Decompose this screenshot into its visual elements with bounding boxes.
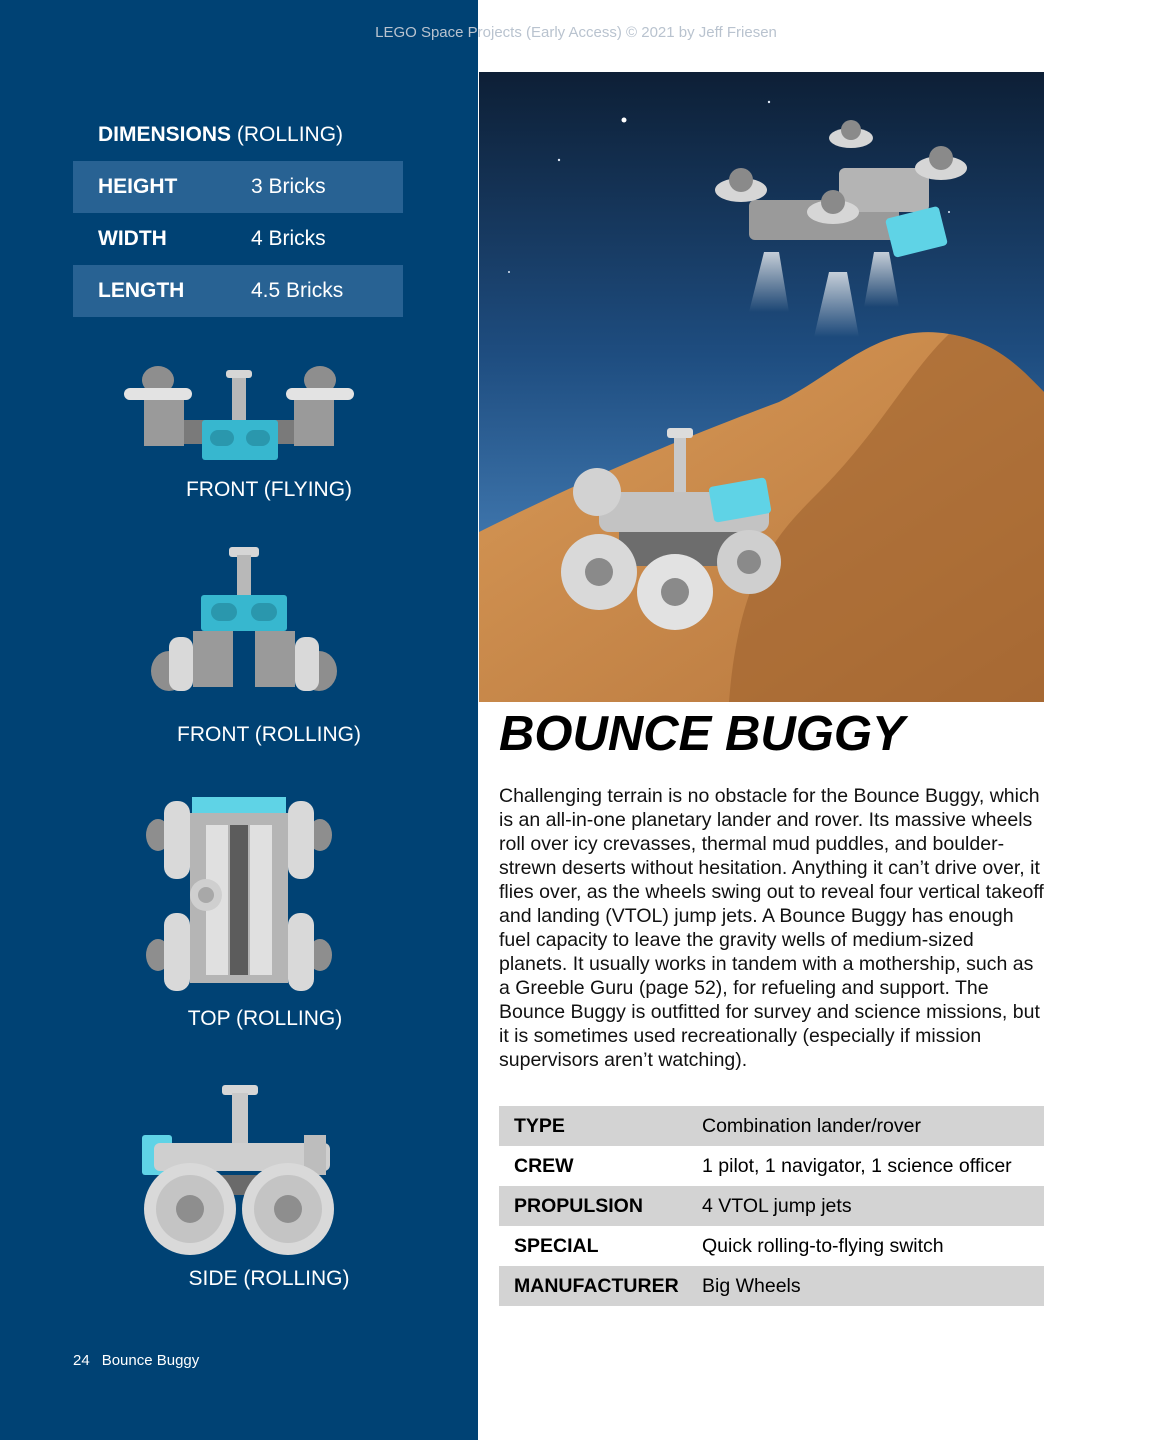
dimension-value: 3 Bricks xyxy=(251,175,326,198)
view-side-rolling xyxy=(0,1083,478,1298)
front-rolling-model-image xyxy=(139,545,339,695)
hero-photo-scene xyxy=(479,72,1044,702)
copyright-header: LEGO Space Projects (Early Access) © 2021 by Jeff Friesen xyxy=(375,24,777,41)
dimension-label: LENGTH xyxy=(98,279,185,302)
specs-table xyxy=(499,1106,1044,1306)
spec-value: Combination lander/rover xyxy=(702,1106,1044,1146)
dimension-value: 4 Bricks xyxy=(251,227,326,250)
front-flying-model-image xyxy=(114,360,364,470)
spec-row-special xyxy=(499,1226,1044,1266)
spec-value: Big Wheels xyxy=(702,1266,1044,1306)
side-rolling-model-image xyxy=(134,1083,344,1258)
spec-label: SPECIAL xyxy=(514,1234,599,1257)
spec-row-crew xyxy=(499,1146,1044,1186)
spec-label: TYPE xyxy=(499,1106,702,1146)
page-number: 24 xyxy=(73,1352,90,1369)
footer-section-name: Bounce Buggy xyxy=(101,1352,200,1369)
spec-label: CREW xyxy=(514,1154,574,1177)
spec-value: 4 VTOL jump jets xyxy=(702,1186,1044,1226)
view-caption: FRONT (ROLLING) xyxy=(177,723,361,746)
view-top-rolling xyxy=(0,795,478,1040)
dimension-row-height xyxy=(73,161,403,213)
view-caption: TOP (ROLLING) xyxy=(187,1007,343,1030)
page-footer xyxy=(73,1352,211,1369)
dimension-label: WIDTH xyxy=(98,227,167,250)
spec-row-manufacturer xyxy=(499,1266,1044,1306)
spec-row-propulsion xyxy=(499,1186,1044,1226)
article-description: Challenging terrain is no obstacle for the Bounce Buggy, which is an all-in-one planetary lander and rover. Its massive wheels roll over icy crevasses, thermal mud puddles, and boulder-strewn deserts without hesitation. Anything it can’t drive over, it flies over, as the wheels swing out to reveal four vertical takeoff and landing (VTOL) jump jets. A Bounce Buggy has enough fuel capacity to leave the gravity wells of medium-sized planets. It usually works in tandem with a mothership, such as a Greeble Guru (page 52), for refueling and support. The Bounce Buggy is outfitted for survey and science missions, but it is sometimes used recreationally (especially if mission supervisors aren’t watching). xyxy=(499,785,1044,1071)
spec-value: 1 pilot, 1 navigator, 1 science officer xyxy=(702,1154,1012,1177)
view-front-flying xyxy=(0,360,478,510)
view-caption: FRONT (FLYING) xyxy=(185,478,353,501)
view-front-rolling xyxy=(0,545,478,755)
spec-label: PROPULSION xyxy=(499,1186,702,1226)
dimensions-title-rest: (ROLLING) xyxy=(231,123,344,146)
hero-photo xyxy=(479,72,1044,702)
dimension-row-length xyxy=(73,265,403,317)
dimensions-table xyxy=(73,118,403,317)
spec-value: Quick rolling-to-flying switch xyxy=(702,1234,944,1257)
top-rolling-model-image xyxy=(144,795,334,995)
article-title: BOUNCE BUGGY xyxy=(499,707,905,761)
view-caption: SIDE (ROLLING) xyxy=(188,1267,350,1290)
dimension-label: HEIGHT xyxy=(98,175,178,198)
dimension-value: 4.5 Bricks xyxy=(251,279,344,302)
spec-row-type xyxy=(499,1106,1044,1146)
spec-label: MANUFACTURER xyxy=(499,1266,702,1306)
dimensions-title xyxy=(73,118,403,161)
dimensions-title-bold: DIMENSIONS xyxy=(98,123,232,146)
dimension-row-width xyxy=(73,213,403,265)
